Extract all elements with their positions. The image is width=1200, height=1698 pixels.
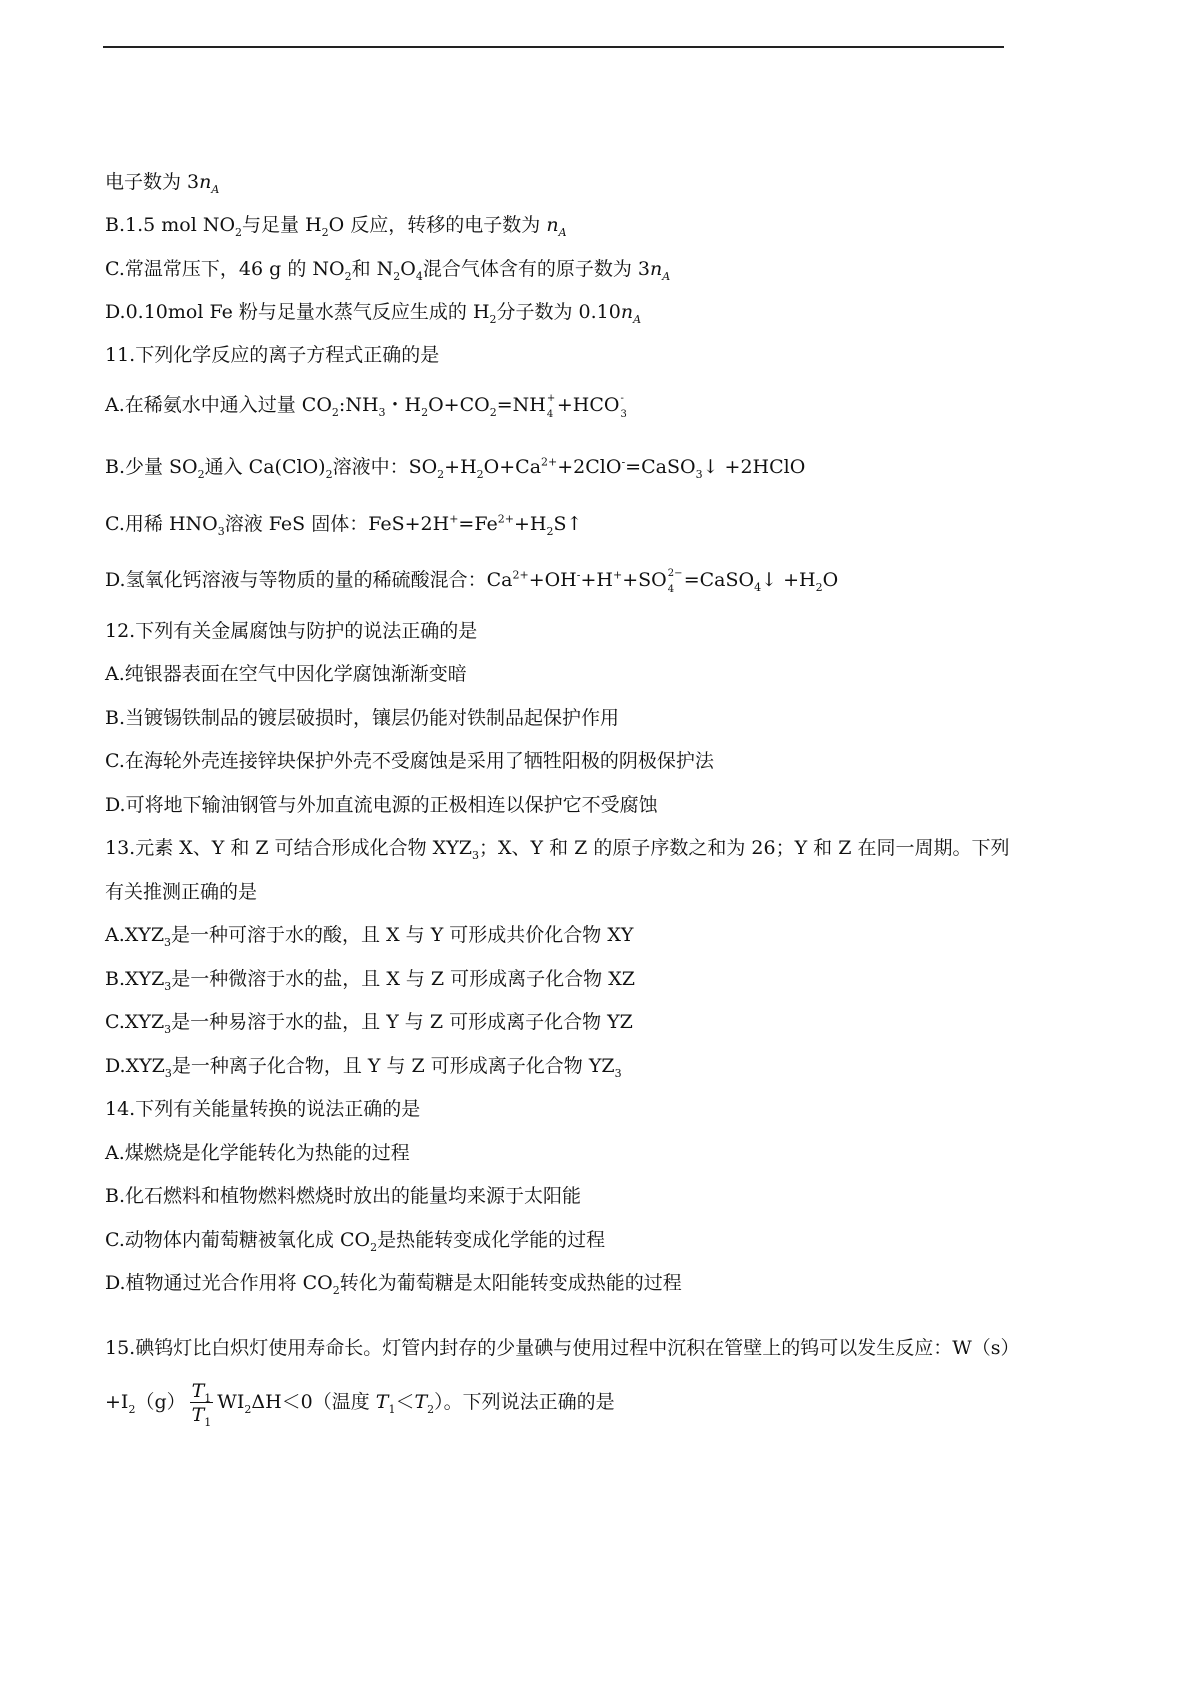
option-14-d: D.植物通过光合作用将 $CO_2$转化为葡萄糖是太阳能转变成热能的过程 — [105, 1272, 682, 1297]
question-11: 11.下列化学反应的离子方程式正确的是 — [105, 344, 440, 366]
reaction-condition-fraction: $\frac{T_1}{T_1}$ — [191, 1379, 212, 1429]
option-12-d: D.可将地下输油钢管与外加直流电源的正极相连以保护它不受腐蚀 — [105, 794, 658, 816]
question-13: 13.元素 X、Y 和 Z 可结合形成化合物 $XYZ_3$；X、Y 和 Z 的原子序数之和为 26；Y 和 Z 在同一周期。下列 — [105, 837, 1010, 862]
question-13-cont: 有关推测正确的是 — [105, 881, 258, 903]
option-13-b: $B.XYZ_3$是一种微溶于水的盐，且 X 与 Z 可形成离子化合物 XZ — [105, 968, 635, 993]
question-14: 14.下列有关能量转换的说法正确的是 — [105, 1098, 421, 1120]
option-11-d: D.氢氧化钙溶液与等物质的量的稀硫酸混合：$Ca^{2+}+OH^-+H^++SO$ 2− 4 =CaSO$_4$↓ $+H_2O$ — [105, 568, 839, 595]
option-13-a: $A.XYZ_3$是一种可溶于水的酸，且 X 与 Y 可形成共价化合物 XY — [105, 924, 634, 949]
option-11-a: A.在稀氨水中通入过量 $CO_2:NH_3$・$H_2O+CO_2=NH$ + 4 +HCO - 3 — [105, 393, 627, 420]
option-11-b: B.少量 $SO_2$通入 $Ca(ClO)_2$溶液中：$SO_2+H_2O+Ca^{2+}+2ClO^-=CaSO_3↓$ +2HClO — [105, 455, 806, 481]
option-14-b: B.化石燃料和植物燃料燃烧时放出的能量均来源于太阳能 — [105, 1185, 582, 1207]
question-15-equation: $+I_2(g)$ $\frac{T_1}{T_1}$ $WI_2\Delta H<0$（温度 $T_1<T_2$）。下列说法正确的是 — [105, 1379, 615, 1429]
continuation-line: 电子数为 $3n_A$ — [105, 171, 220, 196]
option-14-a: A.煤燃烧是化学能转化为热能的过程 — [105, 1142, 410, 1164]
option-13-d: $D.XYZ_3$是一种离子化合物，且 Y 与 Z 可形成离子化合物 $YZ_3$ — [105, 1055, 622, 1080]
option-10-c: C.常温常压下，46 g 的 $NO_2$和 $N_2O_4$混合气体含有的原子数为 $3n_A$ — [105, 258, 671, 283]
option-12-c: C.在海轮外壳连接锌块保护外壳不受腐蚀是采用了牺牲阳极的阴极保护法 — [105, 750, 714, 772]
option-10-d: D.0.10mol Fe 粉与足量水蒸气反应生成的 $H_2$分子数为 $0.10n_A$ — [105, 301, 642, 326]
option-14-c: C.动物体内葡萄糖被氧化成 $CO_2$是热能转变成化学能的过程 — [105, 1229, 606, 1254]
question-12: 12.下列有关金属腐蚀与防护的说法正确的是 — [105, 620, 478, 642]
option-11-c: C.用稀 $HNO_3$溶液 FeS 固体：$FeS+2H^+=Fe^{2+}+H_2S↑$ — [105, 512, 583, 538]
question-15: 15.碘钨灯比白炽灯使用寿命长。灯管内封存的少量碘与使用过程中沉积在管壁上的钨可以发生反应：W（s） — [105, 1337, 1020, 1359]
option-12-b: B.当镀锡铁制品的镀层破损时，镶层仍能对铁制品起保护作用 — [105, 707, 620, 729]
option-13-c: $C.XYZ_3$是一种易溶于水的盐，且 Y 与 Z 可形成离子化合物 YZ — [105, 1011, 633, 1036]
option-10-b: B.1.5 mol $NO_2$与足量 $H_2O$ 反应，转移的电子数为 $n_A$ — [105, 214, 567, 239]
option-12-a: A.纯银器表面在空气中因化学腐蚀渐渐变暗 — [105, 663, 467, 685]
header-rule — [103, 46, 1004, 48]
